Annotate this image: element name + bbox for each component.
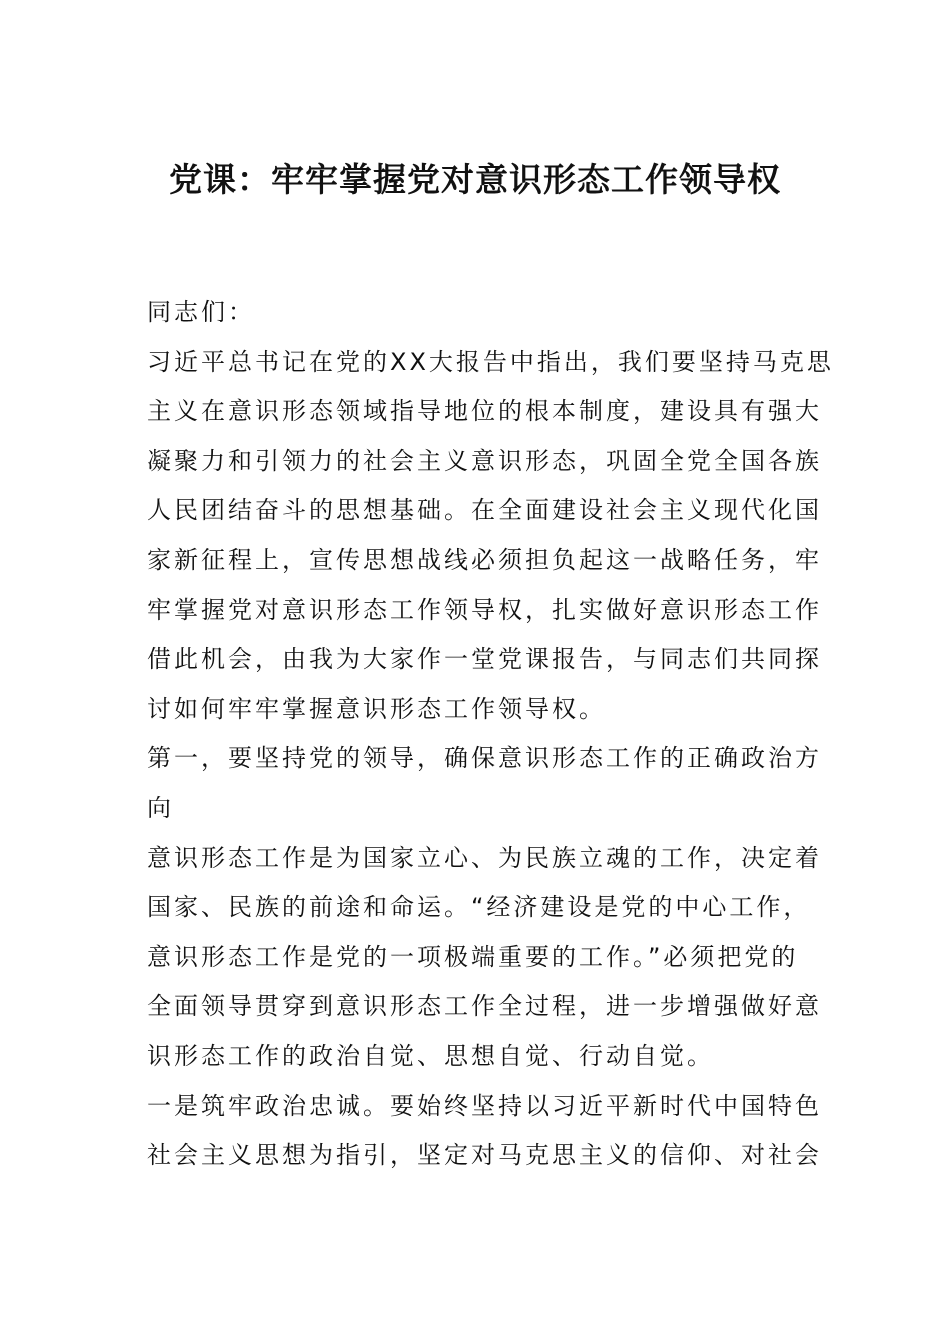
body-line: 意识形态工作是党的一项极端重要的工作。”必须把党的 bbox=[147, 942, 799, 971]
document-title: 党课：牢牢掌握党对意识形态工作领导权 bbox=[169, 160, 781, 199]
body-line: 国家、民族的前途和命运。“经济建设是党的中心工作， bbox=[147, 893, 811, 922]
body-line: 借此机会，由我为大家作一堂党课报告，与同志们共同探 bbox=[147, 645, 822, 674]
body-line: 凝聚力和引领力的社会主义意识形态，巩固全党全国各族 bbox=[147, 446, 822, 475]
body-line: 意识形态工作是为国家立心、为民族立魂的工作，决定着 bbox=[147, 843, 822, 872]
section-heading: 第一，要坚持党的领导，确保意识形态工作的正确政治方 bbox=[147, 744, 822, 773]
body-line: 牢掌握党对意识形态工作领导权，扎实做好意识形态工作 bbox=[147, 595, 822, 624]
document-body bbox=[147, 288, 834, 1181]
body-line: 主义在意识形态领域指导地位的根本制度，建设具有强大 bbox=[147, 397, 822, 426]
section-heading: 向 bbox=[147, 793, 174, 822]
body-line: 社会主义思想为指引，坚定对马克思主义的信仰、对社会 bbox=[147, 1141, 822, 1170]
body-line: 人民团结奋斗的思想基础。在全面建设社会主义现代化国 bbox=[147, 496, 822, 525]
body-line: 同志们： bbox=[147, 298, 255, 326]
body-line: 习近平总书记在党的XX大报告中指出，我们要坚持马克思 bbox=[147, 347, 834, 376]
body-line: 讨如何牢牢掌握意识形态工作领导权。 bbox=[147, 694, 606, 723]
body-line: 家新征程上，宣传思想战线必须担负起这一战略任务，牢 bbox=[147, 545, 822, 574]
body-line: 一是筑牢政治忠诚。要始终坚持以习近平新时代中国特色 bbox=[147, 1091, 822, 1120]
body-line: 全面领导贯穿到意识形态工作全过程，进一步增强做好意 bbox=[147, 992, 822, 1021]
body-line: 识形态工作的政治自觉、思想自觉、行动自觉。 bbox=[147, 1041, 714, 1070]
